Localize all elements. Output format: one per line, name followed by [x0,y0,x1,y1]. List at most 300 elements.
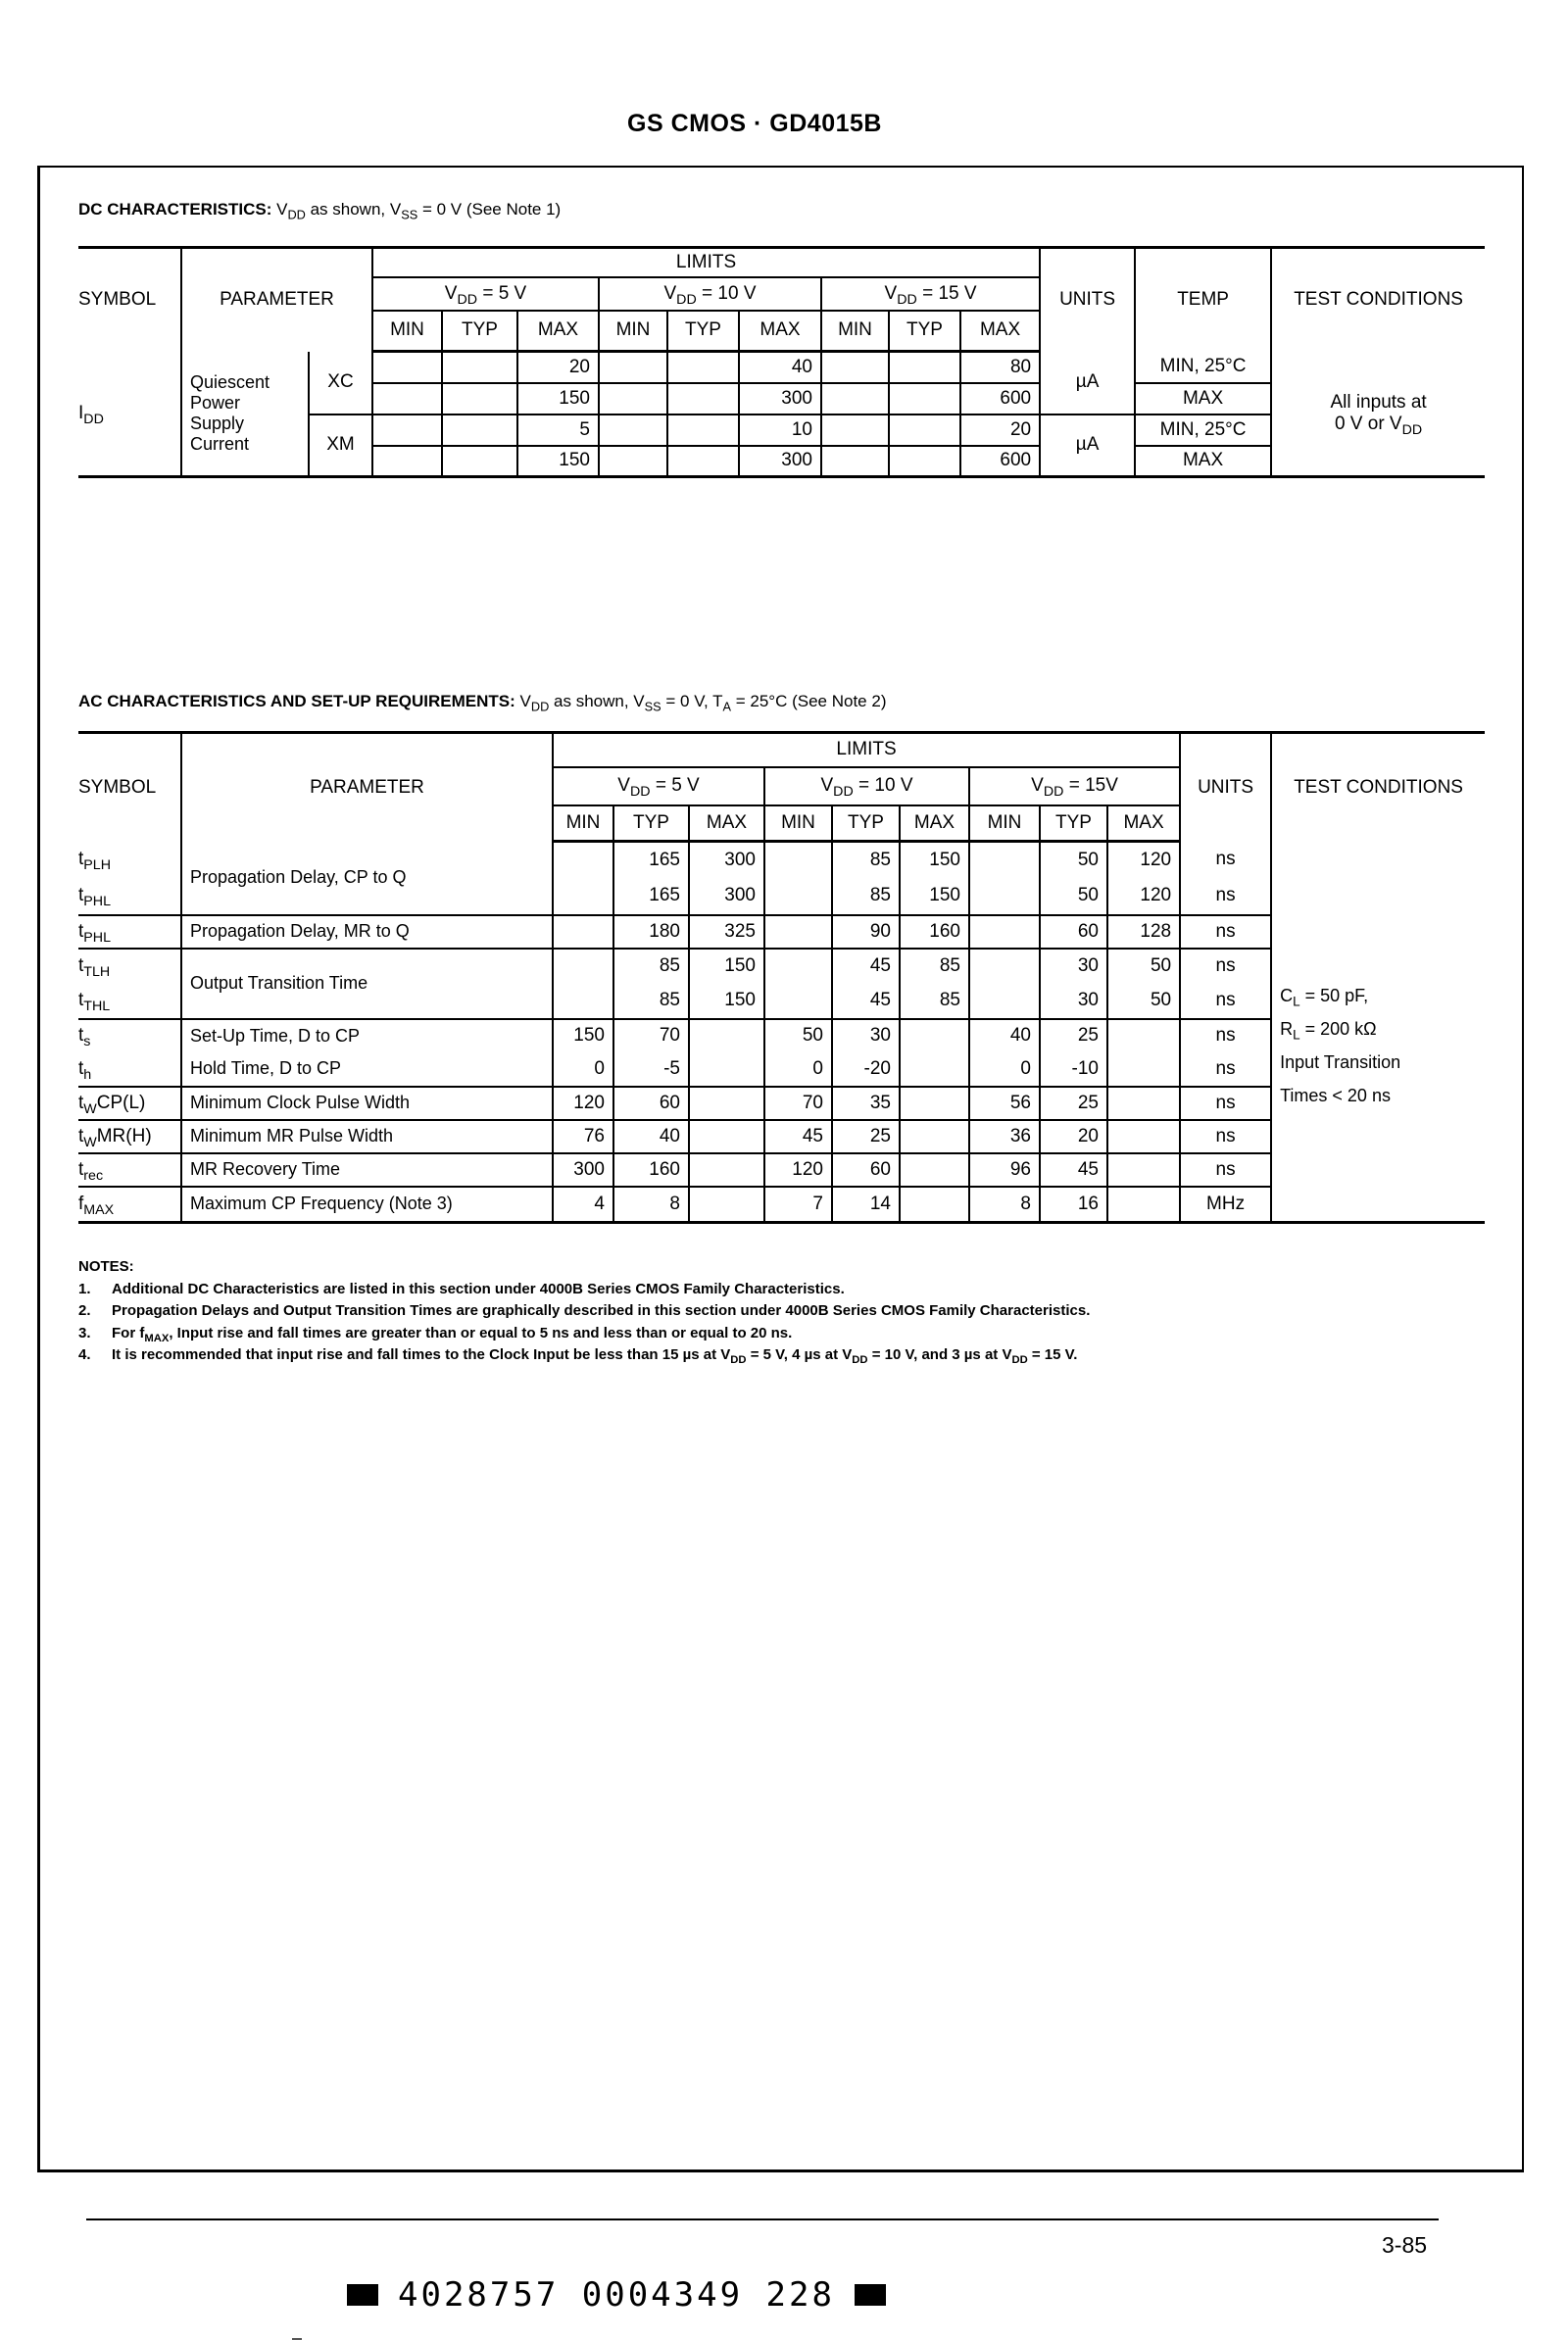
value-cell [553,842,613,878]
variant-cell: XC [309,352,372,414]
text-segment: as shown, V [305,200,402,219]
text-segment: = 25°C (See Note 2) [731,692,887,710]
value-cell [1107,1120,1180,1153]
temp-cell: MIN, 25°C [1135,352,1271,383]
value-cell: 85 [832,842,900,878]
cell-line [1276,413,1481,438]
text-segment: t [78,1057,84,1079]
value-cell: 45 [1040,1153,1107,1187]
sub-header: MAX [689,805,764,842]
temp-cell: MIN, 25°C [1135,414,1271,446]
parameter-cell: MR Recovery Time [181,1153,553,1187]
symbol-cell [78,1120,181,1153]
symbol-cell [78,984,181,1019]
value-cell: 85 [900,949,969,984]
table-row [78,352,1485,383]
text-segment: DD [530,699,550,714]
value-cell: 70 [764,1087,832,1120]
value-cell [969,949,1040,984]
text-segment: V [884,282,898,304]
text-segment: L [1293,994,1300,1009]
col-header-test-conditions: TEST CONDITIONS [1271,733,1485,842]
sub-header: MIN [372,311,442,352]
text-segment: V [1031,775,1044,796]
value-cell: 25 [1040,1087,1107,1120]
cell-line [1280,1012,1481,1046]
text-segment: = 10 V [853,775,913,796]
text-segment: MR(H) [96,1125,152,1146]
value-cell [821,352,889,383]
symbol-cell [78,842,181,878]
value-cell: 300 [739,446,821,477]
sub-header: MAX [1107,805,1180,842]
value-cell [372,352,442,383]
value-cell: 60 [1040,915,1107,949]
text-segment: t [78,885,84,905]
units-cell: ns [1180,1087,1271,1120]
sub-header: TYP [832,805,900,842]
ac-heading [78,692,887,714]
value-cell: 120 [1107,878,1180,915]
value-cell: 165 [613,878,689,915]
text-segment: t [78,955,84,976]
text-segment: t [78,1025,84,1046]
parameter-cell: Set-Up Time, D to CP [181,1019,553,1052]
value-cell [689,1019,764,1052]
text-segment: h [83,1066,92,1083]
header-row [78,733,1485,767]
value-cell [889,352,960,383]
parameter-cell: Propagation Delay, CP to Q [181,842,553,915]
text-segment: DD [897,291,917,308]
sub-header: MAX [900,805,969,842]
text-segment: DD [1401,421,1423,438]
value-cell [599,446,667,477]
value-cell: 4 [553,1187,613,1223]
text-segment: V [663,282,677,304]
note-text [112,1323,1484,1345]
text-segment: DC CHARACTERISTICS: [78,200,277,219]
barcode-text: 4028757 0004349 228 [398,2275,835,2315]
parameter-cell: Propagation Delay, MR to Q [181,915,553,949]
value-cell [689,1120,764,1153]
value-cell: 50 [1107,949,1180,984]
text-segment: DD [1011,1353,1028,1366]
text-segment: DD [852,1353,868,1366]
text-segment: = 5 V [650,775,700,796]
text-segment: = 10 V, and 3 µs at V [867,1346,1012,1363]
text-segment: SS [401,207,418,222]
value-cell: 160 [900,915,969,949]
text-segment: , Input rise and fall times are greater than or equal to 5 ns and less than or equal to 20 ns. [169,1324,793,1341]
notes-title: NOTES: [78,1258,134,1275]
text-segment: SS [644,699,662,714]
text-segment: V [820,775,834,796]
text-segment: s [83,1033,91,1049]
barcode [347,2275,886,2315]
value-cell: 90 [832,915,900,949]
col-header-symbol: SYMBOL [78,733,181,842]
symbol-cell [78,1019,181,1052]
value-cell [667,414,739,446]
text-segment: f [78,1193,84,1214]
value-cell [969,984,1040,1019]
value-cell: -5 [613,1052,689,1087]
sub-header: MIN [969,805,1040,842]
value-cell: 80 [960,352,1040,383]
cell-line: Current [190,433,250,454]
value-cell: 76 [553,1120,613,1153]
text-segment: DD [1043,783,1064,800]
header-row [78,248,1485,277]
text-segment: rec [83,1167,104,1184]
text-segment: t [78,990,84,1010]
note-text [112,1344,1484,1367]
page-title: GS CMOS · GD4015B [627,110,882,137]
value-cell: 14 [832,1187,900,1223]
value-cell [599,352,667,383]
cell-line: Quiescent [190,371,270,392]
value-cell: 0 [969,1052,1040,1087]
value-cell [900,1087,969,1120]
value-cell: -20 [832,1052,900,1087]
value-cell: 30 [1040,949,1107,984]
sub-header: MIN [764,805,832,842]
text-segment: V [444,282,458,304]
value-cell [889,414,960,446]
value-cell [599,414,667,446]
value-cell: 70 [613,1019,689,1052]
sub-header: MIN [599,311,667,352]
value-cell: 600 [960,383,1040,414]
value-cell [900,1187,969,1223]
value-cell: 85 [613,984,689,1019]
value-cell: 85 [832,878,900,915]
value-cell: 16 [1040,1187,1107,1223]
value-cell: 150 [689,984,764,1019]
text-segment: = 15V [1063,775,1118,796]
text-segment: R [1280,1019,1294,1040]
value-cell: 40 [739,352,821,383]
text-segment: DD [629,783,651,800]
text-segment: t [78,849,84,869]
col-header-limits: LIMITS [553,733,1180,767]
value-cell: 10 [739,414,821,446]
value-cell [764,842,832,878]
text-segment: V [617,775,630,796]
table-row [78,842,1485,878]
cell-line [1280,1046,1481,1079]
note-item [78,1279,1484,1301]
value-cell: 60 [613,1087,689,1120]
text-segment: t [78,1125,84,1146]
text-segment: It is recommended that input rise and fall times to the Clock Input be less than 15 µs at V [112,1346,731,1363]
text-segment: A [722,699,732,714]
text-segment: = 5 V [477,282,527,304]
note-item [78,1344,1484,1367]
dc-characteristics-table [78,246,1485,478]
value-cell [372,446,442,477]
text-segment: DD [730,1353,747,1366]
text-segment: t [78,1092,84,1113]
value-cell [1107,1019,1180,1052]
sub-header: MAX [517,311,599,352]
text-segment: = 0 V, T [661,692,723,710]
vdd-header [599,277,821,311]
value-cell [1107,1153,1180,1187]
note-text [112,1300,1484,1323]
value-cell: 36 [969,1120,1040,1153]
text-segment: as shown, V [549,692,645,710]
note-number: 1. [78,1280,91,1297]
value-cell [689,1087,764,1120]
symbol-cell [78,1087,181,1120]
value-cell [442,414,517,446]
test-conditions-cell [1271,842,1485,1223]
note-text [112,1279,1484,1301]
footer-divider [86,2218,1439,2220]
text-segment: AC CHARACTERISTICS AND SET-UP REQUIREMENTS: [78,692,520,710]
value-cell: 96 [969,1153,1040,1187]
dc-heading [78,200,562,222]
text-segment: PHL [83,929,112,946]
units-cell: ns [1180,915,1271,949]
units-cell: ns [1180,984,1271,1019]
col-header-limits: LIMITS [372,248,1040,277]
text-segment: = 15 V [916,282,977,304]
value-cell: 50 [1107,984,1180,1019]
value-cell [689,1052,764,1087]
value-cell: 150 [517,383,599,414]
units-cell: ns [1180,1052,1271,1087]
text-segment: = 200 kΩ [1299,1019,1377,1040]
units-cell: ns [1180,1019,1271,1052]
units-cell: µA [1040,352,1135,414]
temp-cell: MAX [1135,446,1271,477]
value-cell [553,984,613,1019]
symbol-cell [78,949,181,984]
variant-cell: XM [309,414,372,477]
value-cell: 20 [517,352,599,383]
value-cell: 85 [613,949,689,984]
value-cell: 120 [764,1153,832,1187]
text-segment: MAX [83,1201,115,1218]
value-cell [764,984,832,1019]
value-cell: 20 [960,414,1040,446]
value-cell: 50 [764,1019,832,1052]
cell-line [1280,979,1481,1012]
value-cell [900,1019,969,1052]
value-cell [889,446,960,477]
text-segment: For f [112,1324,145,1341]
symbol-cell [78,1187,181,1223]
value-cell [553,878,613,915]
text-segment: = 10 V [696,282,757,304]
value-cell: 30 [1040,984,1107,1019]
value-cell: 150 [900,878,969,915]
symbol-cell [78,878,181,915]
text-segment: MAX [144,1332,170,1344]
col-header-temp: TEMP [1135,248,1271,352]
value-cell [553,949,613,984]
value-cell [821,446,889,477]
note-item [78,1323,1484,1345]
value-cell: 150 [689,949,764,984]
value-cell: 300 [739,383,821,414]
value-cell [969,878,1040,915]
text-segment: W [83,1134,97,1150]
value-cell: 300 [689,842,764,878]
value-cell: 300 [553,1153,613,1187]
value-cell: 85 [900,984,969,1019]
col-header-parameter: PARAMETER [181,733,553,842]
text-segment: CP(L) [96,1092,146,1113]
value-cell: 25 [832,1120,900,1153]
value-cell: 50 [1040,842,1107,878]
value-cell: 45 [764,1120,832,1153]
value-cell [442,352,517,383]
value-cell [442,446,517,477]
sub-header: TYP [613,805,689,842]
value-cell: 165 [613,842,689,878]
value-cell: 600 [960,446,1040,477]
value-cell [821,414,889,446]
sub-header: TYP [889,311,960,352]
value-cell: 20 [1040,1120,1107,1153]
text-segment: Propagation Delays and Output Transition Times are graphically described in this section under 4000B Series CMOS Family Characteristics. [112,1302,1091,1319]
value-cell [667,383,739,414]
text-segment: W [83,1100,97,1117]
value-cell: 150 [900,842,969,878]
value-cell [667,446,739,477]
value-cell [1107,1087,1180,1120]
value-cell: 120 [553,1087,613,1120]
col-header-parameter: PARAMETER [181,248,372,352]
value-cell [889,383,960,414]
col-header-units: UNITS [1040,248,1135,352]
value-cell: 40 [613,1120,689,1153]
text-segment: Additional DC Characteristics are listed in this section under 4000B Series CMOS Family Characteristics. [112,1280,845,1297]
col-header-symbol: SYMBOL [78,248,181,352]
value-cell: 128 [1107,915,1180,949]
symbol-cell [78,352,181,477]
value-cell [689,1153,764,1187]
cell-line [1276,392,1481,414]
note-number: 3. [78,1324,91,1341]
text-segment: DD [676,291,697,308]
value-cell [372,383,442,414]
barcode-block-icon [855,2284,886,2306]
value-cell [442,383,517,414]
value-cell [1107,1052,1180,1087]
value-cell [900,1153,969,1187]
units-cell: ns [1180,1153,1271,1187]
text-segment: All inputs at [1330,391,1427,413]
sub-header: MIN [821,311,889,352]
note-number: 4. [78,1346,91,1363]
value-cell [969,842,1040,878]
vdd-header [821,277,1040,311]
text-segment: DD [457,291,478,308]
value-cell: 180 [613,915,689,949]
value-cell: 35 [832,1087,900,1120]
cell-line: Supply [190,413,245,433]
value-cell [372,414,442,446]
value-cell: 150 [553,1019,613,1052]
value-cell: 325 [689,915,764,949]
value-cell [553,915,613,949]
text-segment: t [78,1158,84,1180]
notes-section [78,1256,1484,1367]
text-segment: DD [833,783,854,800]
sub-header: MAX [739,311,821,352]
value-cell: 160 [613,1153,689,1187]
temp-cell: MAX [1135,383,1271,414]
text-segment: TLH [83,963,111,980]
text-segment: Times < 20 ns [1280,1086,1391,1106]
value-cell: 5 [517,414,599,446]
value-cell: 25 [1040,1019,1107,1052]
symbol-cell [78,1052,181,1087]
cell-line [1280,1079,1481,1112]
text-segment: L [1293,1027,1300,1043]
vdd-header [764,767,969,805]
col-header-test-conditions: TEST CONDITIONS [1271,248,1485,352]
value-cell: 300 [689,878,764,915]
col-header-units: UNITS [1180,733,1271,842]
units-cell: ns [1180,878,1271,915]
text-segment: PLH [83,856,112,873]
sub-header: TYP [1040,805,1107,842]
value-cell: 45 [832,984,900,1019]
value-cell: 0 [553,1052,613,1087]
text-segment: = 5 V, 4 µs at V [746,1346,853,1363]
text-segment: DD [287,207,306,222]
value-cell [900,1052,969,1087]
value-cell: 60 [832,1153,900,1187]
text-segment: = 15 V. [1027,1346,1078,1363]
ac-characteristics-table [78,731,1485,1224]
value-cell: 30 [832,1019,900,1052]
value-cell [764,949,832,984]
value-cell [599,383,667,414]
barcode-block-icon [347,2284,378,2306]
text-segment: = 50 pF, [1299,986,1369,1006]
value-cell: 40 [969,1019,1040,1052]
value-cell [667,352,739,383]
value-cell [900,1120,969,1153]
text-segment: = 0 V (See Note 1) [417,200,562,219]
value-cell [821,383,889,414]
note-number: 2. [78,1302,91,1319]
sub-header: MAX [960,311,1040,352]
text-segment: t [78,920,84,942]
text-segment: Input Transition [1280,1052,1401,1073]
symbol-cell [78,1153,181,1187]
value-cell: 56 [969,1087,1040,1120]
note-item [78,1300,1484,1323]
value-cell [689,1187,764,1223]
text-segment: 0 V or V [1334,413,1402,434]
sub-header: TYP [667,311,739,352]
parameter-cell: Maximum CP Frequency (Note 3) [181,1187,553,1223]
value-cell: -10 [1040,1052,1107,1087]
text-segment: DD [83,411,104,427]
value-cell: 0 [764,1052,832,1087]
value-cell [969,915,1040,949]
page-number: 3-85 [1382,2232,1428,2258]
units-cell: ns [1180,949,1271,984]
